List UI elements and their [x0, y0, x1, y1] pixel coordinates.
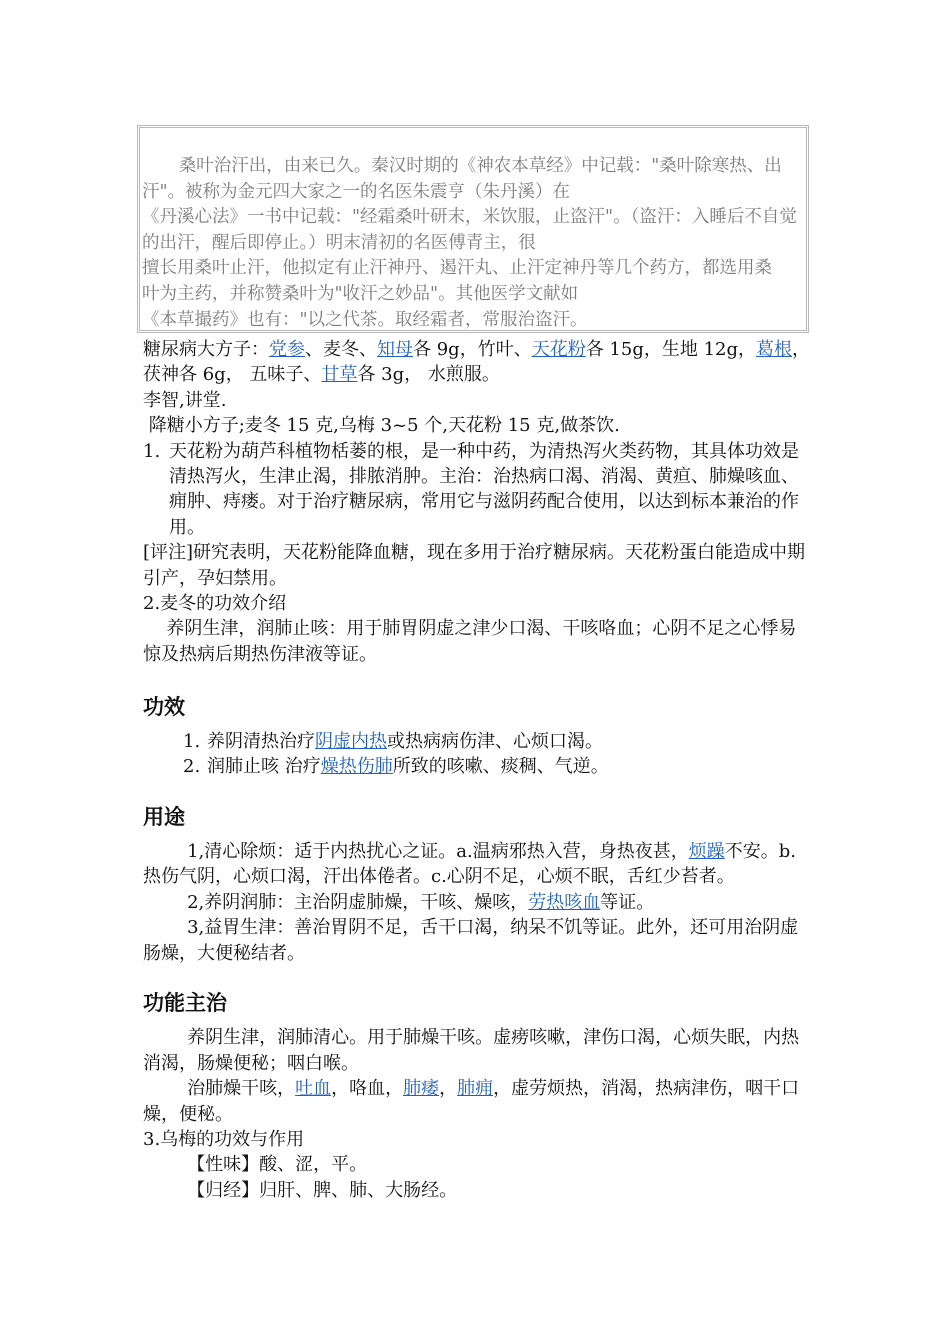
list-number: 1. — [183, 730, 201, 752]
link-fanzao[interactable]: 烦躁 — [688, 840, 725, 862]
heading-gongxiao: 功效 — [143, 695, 185, 720]
guijing-line: 【归经】归肝、脾、肺、大肠经。 — [187, 1179, 458, 1201]
text: 2,养阴润肺：主治阴虚肺燥，干咳、燥咳， — [187, 891, 529, 913]
link-zhimu[interactable]: 知母 — [377, 339, 413, 360]
quote-line: 的出汗，醒后即停止。）明末清初的名医傅青主，很 — [142, 232, 536, 253]
zhuzhi-paragraph-2 — [143, 1076, 811, 1127]
recipe-text: 各 9g，竹叶、 — [413, 339, 532, 360]
text: 所致的咳嗽、痰稠、气逆。 — [392, 756, 609, 778]
quote-line: 《丹溪心法》一书中记载："经霜桑叶研末，米饮服，止盗汗"。（盗汗：入睡后不自觉 — [142, 207, 797, 228]
quote-line: 叶为主药，并称赞桑叶为"收汗之妙品"。其他医学文献如 — [142, 283, 579, 304]
heading-yongtu: 用途 — [143, 804, 185, 829]
text: ，咯血， — [331, 1078, 404, 1100]
text: 养阴清热治疗 — [207, 730, 315, 752]
text: 1,清心除烦：适于内热扰心之证。a.温病邪热入营，身热夜甚， — [187, 840, 689, 862]
list-text: 天花粉为葫芦科植物栝蒌的根，是一种中药，为清热泻火类药物，其具体功效是清热泻火，生津止渴，排脓消肿。主治：治热病口渴、消渴、黄疸、肺燥咳血、痈肿、痔瘘。对于治疗糖尿病，常用它与滋阴药配合使用，以达到标本兼治的作用。 — [169, 440, 799, 538]
item2-text: 养阴生津，润肺止咳：用于肺胃阴虚之津少口渴、干咳咯血；心阴不足之心悸易惊及热病后期热伤津液等证。 — [143, 618, 797, 665]
list-item-1 — [143, 439, 811, 541]
author-line: 李智,讲堂. — [143, 389, 227, 411]
text: 治肺燥干咳， — [187, 1078, 296, 1100]
list-text — [207, 754, 609, 779]
recipe-text: 糖尿病大方子： — [143, 339, 269, 360]
list-number: 2. — [183, 756, 201, 778]
yongtu-paragraph-3: 3,益胃生津：善治胃阴不足，舌干口渴，纳呆不饥等证。此外，还可用治阴虚肠燥，大便秘结者。 — [143, 917, 799, 964]
heading-zhuzhi: 功能主治 — [143, 990, 227, 1015]
link-laorekexue[interactable]: 劳热咳血 — [528, 891, 601, 913]
gongxiao-item — [143, 754, 811, 779]
text: 等证。 — [600, 891, 655, 913]
text: ， — [439, 1078, 458, 1100]
gongxiao-item — [143, 729, 811, 754]
document-body — [143, 337, 811, 1203]
link-feiwei[interactable]: 肺痿 — [403, 1078, 440, 1100]
link-tuxue[interactable]: 吐血 — [295, 1078, 332, 1100]
item2-title: 2.麦冬的功效介绍 — [143, 593, 287, 615]
xingwei-line: 【性味】酸、涩，平。 — [187, 1154, 368, 1176]
comment-paragraph: [评注]研究表明，天花粉能降血糖，现在多用于治疗糖尿病。天花粉蛋白能造成中期引产，孕妇禁用。 — [143, 542, 806, 589]
yongtu-paragraph-2 — [143, 890, 811, 915]
item3-title: 3.乌梅的功效与作用 — [143, 1128, 305, 1150]
text: 不安。b.热伤气阴，心烦口渴，汗出体倦者。c.心阴不足，心烦不眠，舌红少苔者。 — [143, 840, 796, 888]
recipe-text: ，茯神各 6g， 五味子、 — [143, 339, 810, 386]
quote-line: 擅长用桑叶止汗，他拟定有止汗神丹、遏汗丸、止汗定神丹等几个药方，都选用桑 — [142, 258, 772, 279]
quote-line: 汗"。被称为金元四大家之一的名医朱震亨（朱丹溪）在 — [142, 181, 571, 202]
text: 或热病病伤津、心烦口渴。 — [387, 730, 603, 752]
small-recipe: 降糖小方子;麦冬 15 克,乌梅 3~5 个,天花粉 15 克,做茶饮. — [143, 415, 620, 437]
link-tianhuafen[interactable]: 天花粉 — [531, 339, 586, 360]
link-feiyong[interactable]: 肺痈 — [457, 1078, 494, 1100]
quote-line: 桑叶治汗出，由来已久。秦汉时期的《神农本草经》中记载："桑叶除寒热、出 — [178, 156, 782, 176]
recipe-text: 各 3g， 水煎服。 — [357, 364, 500, 386]
link-yinxuneire[interactable]: 阴虚内热 — [315, 730, 387, 752]
list-number: 1. — [143, 440, 161, 462]
link-gegen[interactable]: 葛根 — [756, 339, 792, 360]
recipe-text: 各 15g，生地 12g， — [585, 339, 756, 360]
link-gancao[interactable]: 甘草 — [321, 364, 358, 386]
recipe-text: 、麦冬、 — [305, 339, 377, 360]
quote-line: 《本草撮药》也有："以之代茶。取经霜者，常服治盗汗。 — [142, 309, 588, 330]
list-text — [207, 729, 603, 754]
text: 润肺止咳 治疗 — [207, 756, 321, 778]
link-dangshen[interactable]: 党参 — [269, 339, 305, 360]
text: ，虚劳烦热，消渴，热病津伤，咽干口燥，便秘。 — [143, 1078, 800, 1125]
link-zaoreshangfei[interactable]: 燥热伤肺 — [320, 756, 393, 778]
zhuzhi-paragraph-1: 养阴生津，润肺清心。用于肺燥干咳。虚痨咳嗽，津伤口渴，心烦失眠，内热消渴，肠燥便秘；咽白喉。 — [143, 1027, 800, 1074]
quote-box — [137, 125, 809, 333]
yongtu-paragraph-1 — [143, 839, 811, 890]
recipe-paragraph — [143, 337, 811, 388]
